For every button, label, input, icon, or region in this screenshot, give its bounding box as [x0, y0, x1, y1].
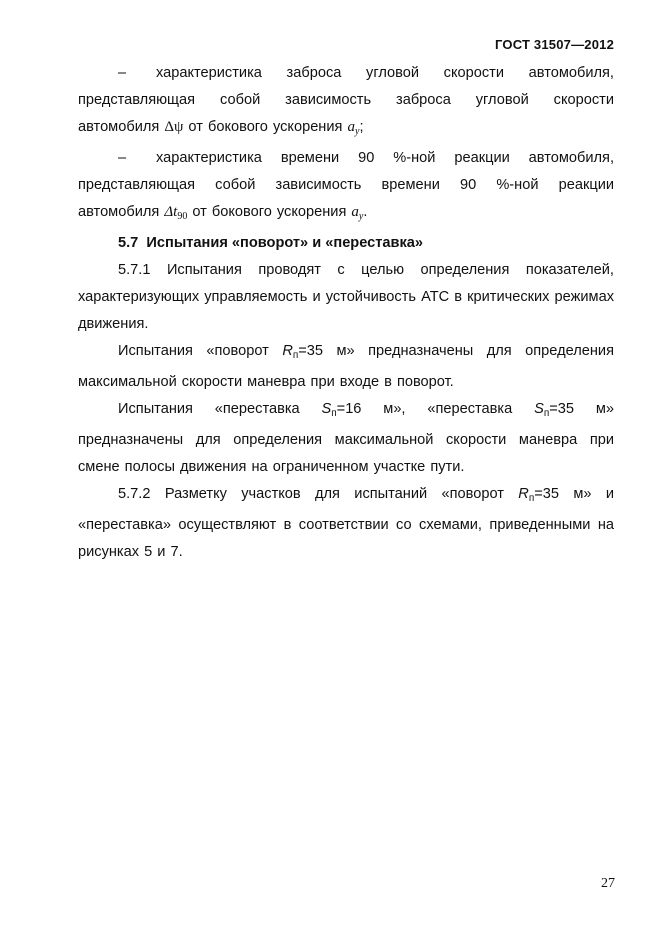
list-item-line: от бокового ускорения [183, 119, 348, 135]
section-number: 5.7 [118, 235, 139, 251]
radius-symbol: R [282, 343, 293, 359]
distance-symbol: S [534, 401, 544, 417]
list-item-angular-velocity: – характеристика заброса угловой скорости автомобиля, представляющая собой зависимость заброса угловой скорости автомобиля Δψ от бокового ускорения $a_y$; [78, 60, 614, 145]
paragraph-lane-change-test: Испытания «переставка $S_п=16$ м», «переставка $S_п=35$ м» предназначены для определения максимальной скорости маневра при смене полосы движения на ограниченном участке пути. [78, 401, 614, 475]
list-item-line: автомобиля [78, 119, 165, 135]
list-item-line: представляющая собой зависимость заброса угловой скорости [78, 92, 614, 108]
section-title: Испытания «поворот» и «переставка» [146, 235, 424, 251]
delta-psi-symbol: Δψ [164, 119, 184, 135]
paragraph-text: Испытания проводят с целью определения показателей, характеризующих управляемость и устойчивость АТС в критических режимах движения. [78, 262, 614, 332]
paragraph-number: 5.7.2 [118, 486, 151, 502]
paragraph-turn-test: Испытания «поворот $R_п=35$ м» предназначены для определения максимальной скорости маневра при входе в поворот. [78, 343, 614, 390]
page-number: 27 [601, 876, 615, 891]
radius-subscript: п [528, 493, 535, 504]
list-item-line: автомобиля [78, 204, 165, 220]
list-dash: – [118, 150, 127, 166]
paragraph-5-7-1 [78, 257, 614, 338]
delta-t-symbol: Δt [164, 204, 178, 220]
lateral-accel-symbol: a [351, 204, 359, 220]
document-header: ГОСТ 31507—2012 [495, 37, 614, 52]
radius-symbol: R [518, 486, 529, 502]
document-body [78, 60, 614, 566]
list-item-line: характеристика заброса угловой скорости автомобиля, [156, 65, 614, 81]
paragraph-5-7-2: 5.7.2 Разметку участков для испытаний «поворот $R_п=35$ м» и «переставка» осуществляют в соответствии со схемами, приведенными на рисунках 5 и 7. [78, 486, 614, 560]
distance-subscript: п [543, 408, 550, 419]
section-heading [78, 230, 614, 257]
list-dash: – [118, 65, 127, 81]
lateral-accel-subscript: y [358, 211, 364, 222]
list-item-line: характеристика времени 90 %-ной реакции автомобиля, [156, 150, 614, 166]
list-item-response-time: – характеристика времени 90 %-ной реакции автомобиля, представляющая собой зависимость времени 90 %-ной реакции автомобиля $\Delta t_{90}$ от бокового ускорения $a_y$. [78, 145, 614, 230]
delta-t-subscript: 90 [177, 211, 188, 222]
paragraph-number: 5.7.1 [118, 262, 151, 278]
distance-subscript: п [331, 408, 337, 419]
distance-symbol: S [321, 401, 332, 417]
radius-subscript: п [292, 350, 299, 361]
lateral-accel-subscript: y [354, 126, 360, 137]
lateral-accel-symbol: a [347, 119, 355, 135]
list-item-line: представляющая собой зависимость времени 90 %-ной реакции [78, 177, 614, 193]
